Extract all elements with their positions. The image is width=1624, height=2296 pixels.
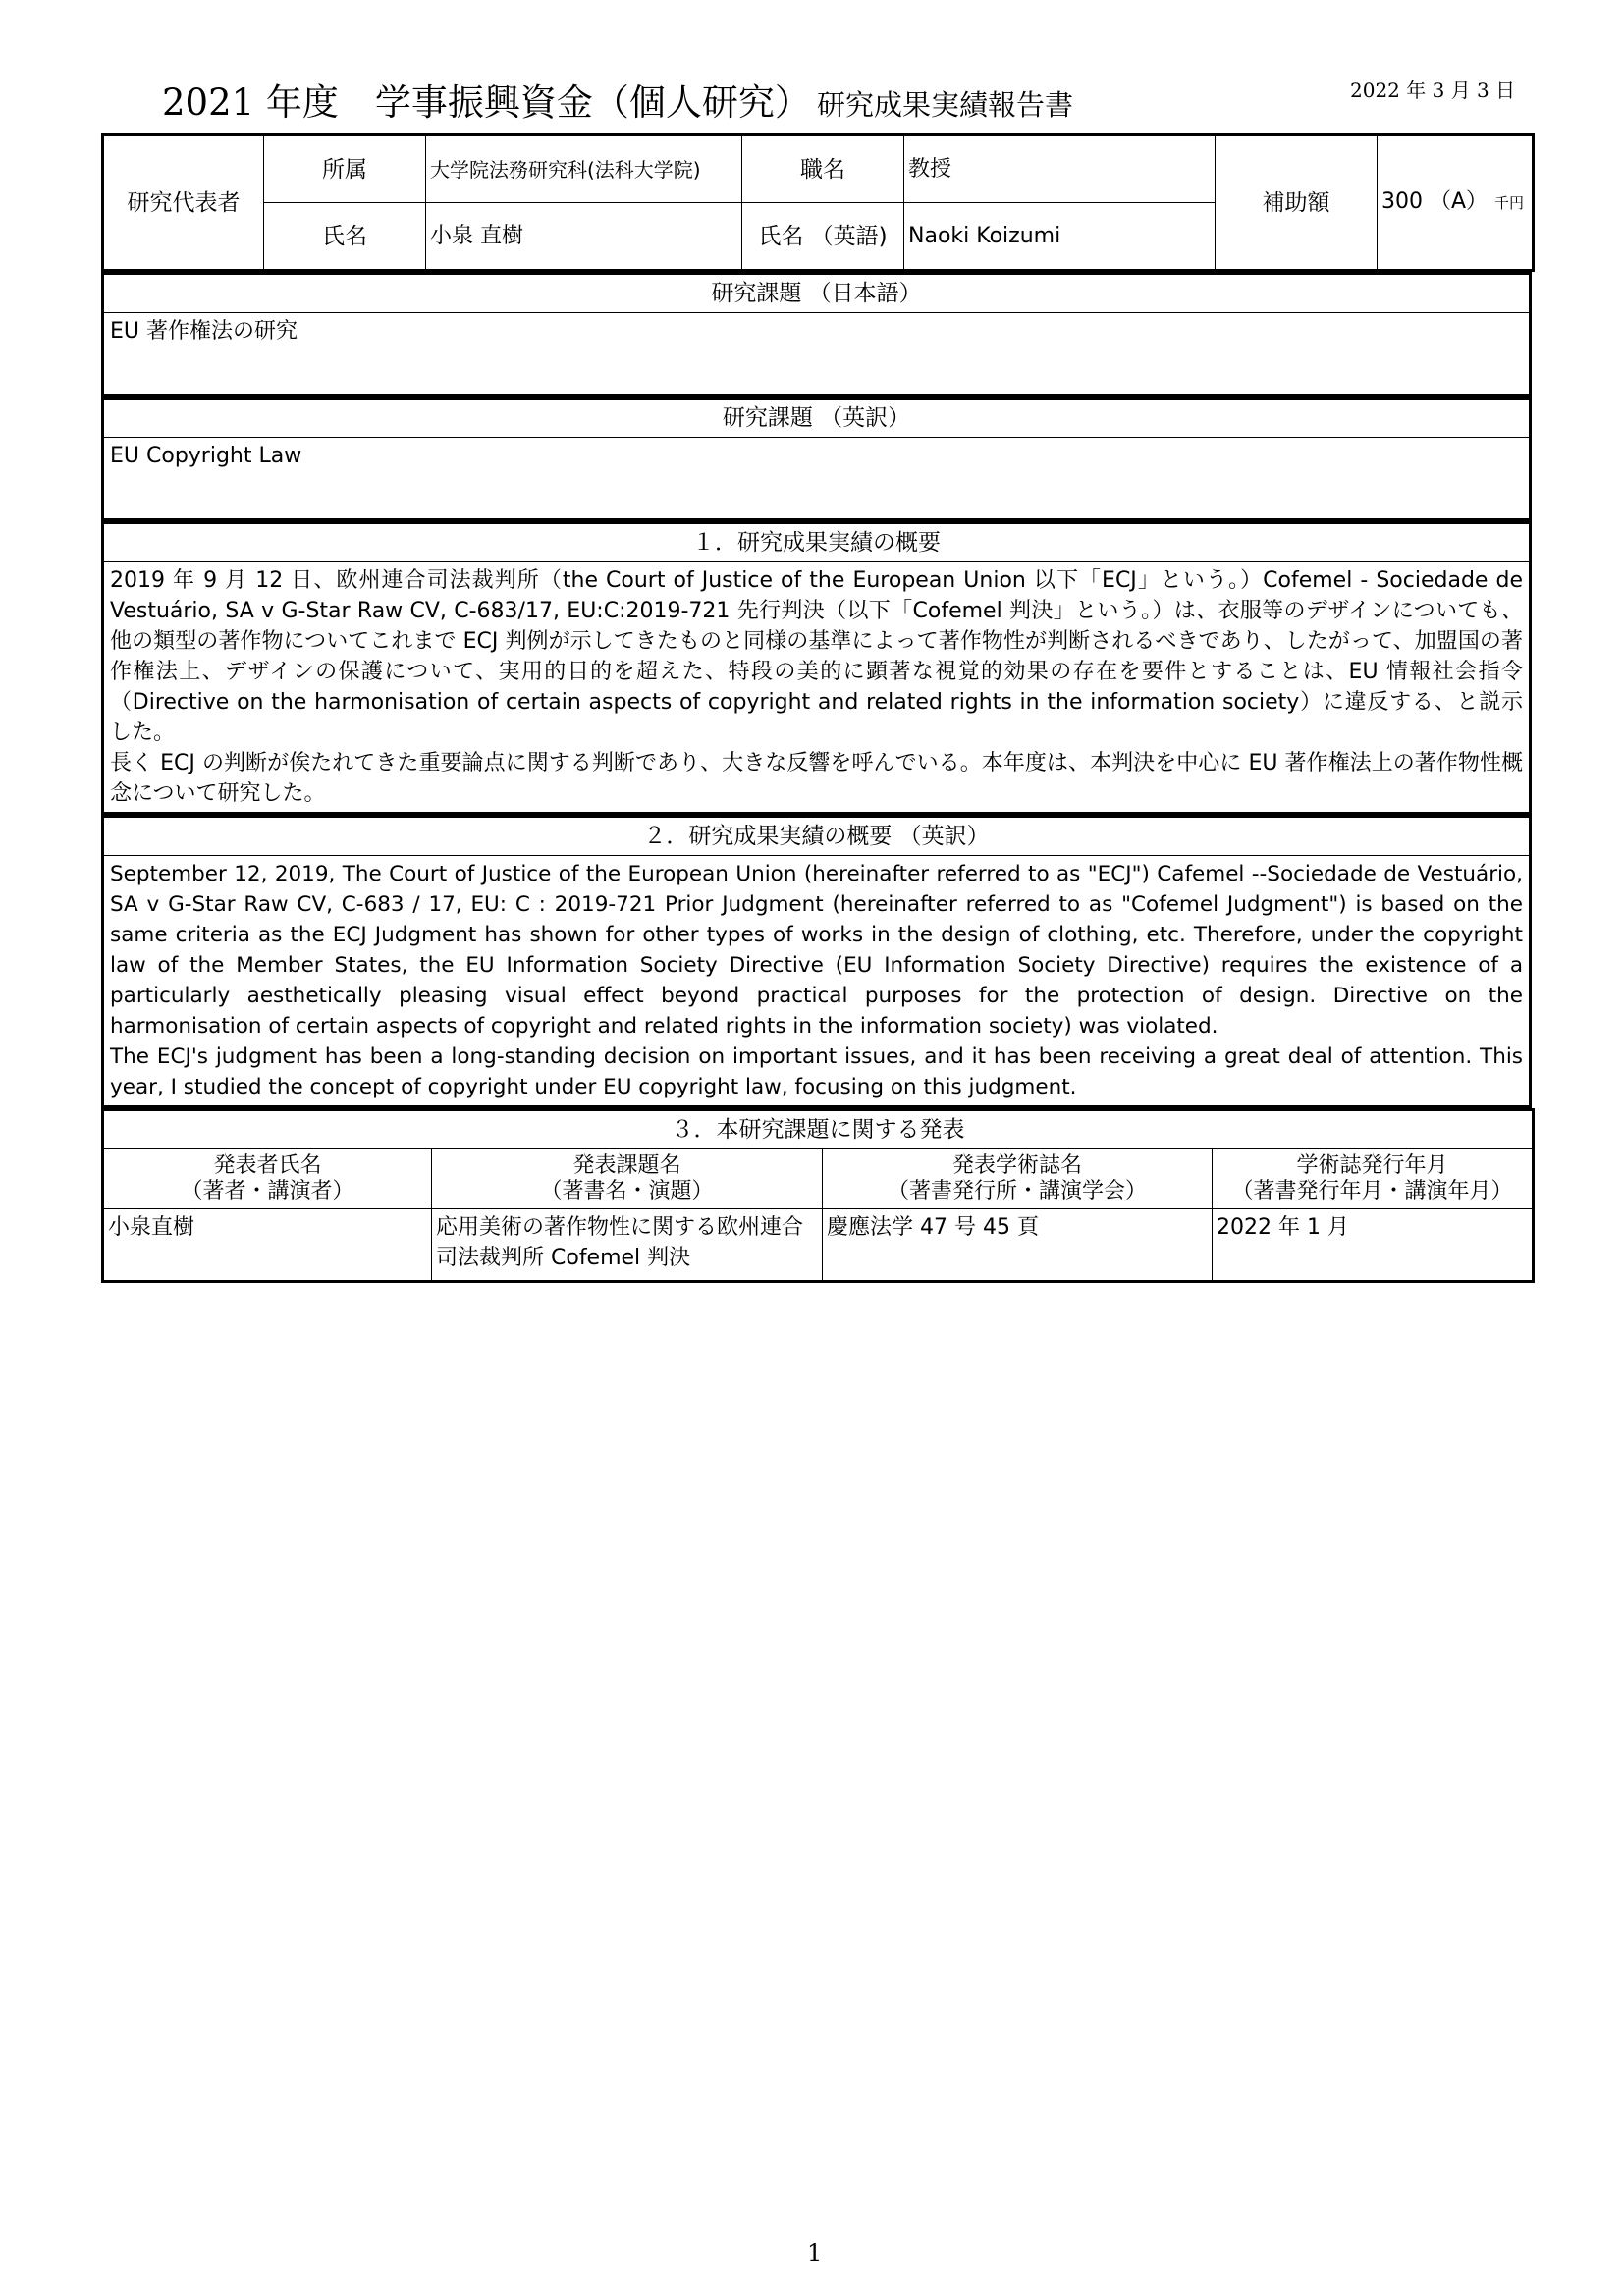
column-header-title-line1: 発表課題名 [572, 1153, 681, 1178]
report-date: 2022 年 3 月 3 日 [1350, 79, 1516, 102]
name-en-label: 氏名 （英語) [742, 203, 904, 271]
name-en-value: Naoki Koizumi [904, 203, 1216, 271]
report-form [101, 133, 1532, 1283]
publication-title: 応用美術の著作物性に関する欧州連合司法裁判所 Cofemel 判決 [432, 1209, 823, 1282]
grant-label: 補助額 [1216, 135, 1378, 271]
summary-en-table [101, 815, 1532, 1108]
summary-ja-paragraph-1: 2019 年 9 月 12 日、欧州連合司法裁判所（the Court of Justice of the European Union 以下「ECJ」という。）Cofemel - Sociedade de Vestuário, SA v G-Star Raw CV, C-683/17, EU:C:2019-721 先行判決（以下「Cofemel 判決」という。）は、衣服等のデザインについても、他の類型の著作物についてこれまで ECJ 判例が示してきたものと同様の基準によって著作物性が判断されるべきであり、したがって、加盟国の著作権法上、デザインの保護について、実用的目的を超えた、特段の美的に顕著な視覚的効果の存在を要件とすることは、EU 情報社会指令（Directive on the harmonisation of certain aspects of copyright and related rights in the information society）に違反する、と説示した。 [110, 568, 1523, 745]
document-title [162, 73, 1073, 126]
summary-en-paragraph-1: September 12, 2019, The Court of Justice of the European Union (hereinafter referred to as "ECJ") Cafemel --Sociedade de Vestuário, SA v G-Star Raw CV, C-683 / 17, EU: C : 2019-721 Prior Judgment (hereinafter referred to as "Cofemel Judgment") is based on the same criteria as the ECJ Judgment has shown for other types of works in the design of clothing, etc. Therefore, under the copyright law of the Member States, the EU Information Society Directive (EU Information Society Directive) requires the existence of a particularly aesthetically pleasing visual effect beyond practical purposes for the protection of design. Directive on the harmonisation of certain aspects of copyright and related rights in the information society) was violated. [110, 862, 1523, 1039]
summary-ja-table [101, 521, 1532, 815]
summary-ja-heading: １．研究成果実績の概要 [103, 523, 1531, 562]
grant-value [1378, 135, 1534, 271]
table-row [103, 1209, 1534, 1282]
position-label: 職名 [742, 135, 904, 203]
publications-table [101, 1108, 1535, 1283]
topic-en-table [101, 397, 1532, 521]
representative-label: 研究代表者 [103, 135, 264, 271]
column-header-author-line2: （著者・講演者） [181, 1179, 354, 1203]
summary-ja-body [103, 562, 1531, 814]
affiliation-value: 大学院法務研究科(法科大学院) [426, 135, 742, 203]
grant-unit: 千円 [1494, 194, 1525, 212]
affiliation-label: 所属 [264, 135, 426, 203]
column-header-author-line1: 発表者氏名 [213, 1153, 322, 1178]
topic-en-text: EU Copyright Law [103, 438, 1531, 520]
summary-en-paragraph-2: The ECJ's judgment has been a long-standing decision on important issues, and it has been receiving a great deal of attention. This year, I studied the concept of copyright under EU copyright law, focusing on this judgment. [110, 1044, 1523, 1099]
summary-ja-paragraph-2: 長く ECJ の判断が俟たれてきた重要論点に関する判断であり、大きな反響を呼んでいる。本年度は、本判決を中心に EU 著作権法上の著作物性概念について研究した。 [110, 751, 1523, 806]
name-label: 氏名 [264, 203, 426, 271]
column-header-title [432, 1149, 823, 1209]
column-header-date-line2: （著書発行年月・講演年月） [1231, 1179, 1513, 1203]
column-header-author [103, 1149, 432, 1209]
topic-ja-text: EU 著作権法の研究 [103, 313, 1531, 396]
column-header-journal-line2: （著書発行所・講演学会） [887, 1179, 1147, 1203]
publication-date: 2022 年 1 月 [1213, 1209, 1534, 1282]
grant-amount: 300 （A） [1381, 189, 1489, 214]
summary-en-heading: ２．研究成果実績の概要 （英訳） [103, 817, 1531, 856]
topic-en-heading: 研究課題 （英訳） [103, 399, 1531, 438]
topic-ja-table [101, 272, 1532, 397]
page-number: 1 [807, 2239, 823, 2267]
publication-author: 小泉直樹 [103, 1209, 432, 1282]
publication-journal: 慶應法学 47 号 45 頁 [823, 1209, 1213, 1282]
column-header-journal-line1: 発表学術誌名 [951, 1153, 1082, 1178]
name-value: 小泉 直樹 [426, 203, 742, 271]
column-header-date-line1: 学術誌発行年月 [1296, 1153, 1448, 1178]
representative-table [101, 133, 1535, 272]
title-main: 2021 年度 学事振興資金（個人研究） [162, 81, 811, 124]
title-sub: 研究成果実績報告書 [816, 88, 1073, 122]
column-header-journal [823, 1149, 1213, 1209]
column-header-date [1213, 1149, 1534, 1209]
publications-heading: ３．本研究課題に関する発表 [103, 1110, 1534, 1149]
summary-en-body [103, 856, 1531, 1107]
position-value: 教授 [904, 135, 1216, 203]
topic-ja-heading: 研究課題 （日本語） [103, 274, 1531, 313]
column-header-title-line2: （著書名・演題） [540, 1179, 714, 1203]
